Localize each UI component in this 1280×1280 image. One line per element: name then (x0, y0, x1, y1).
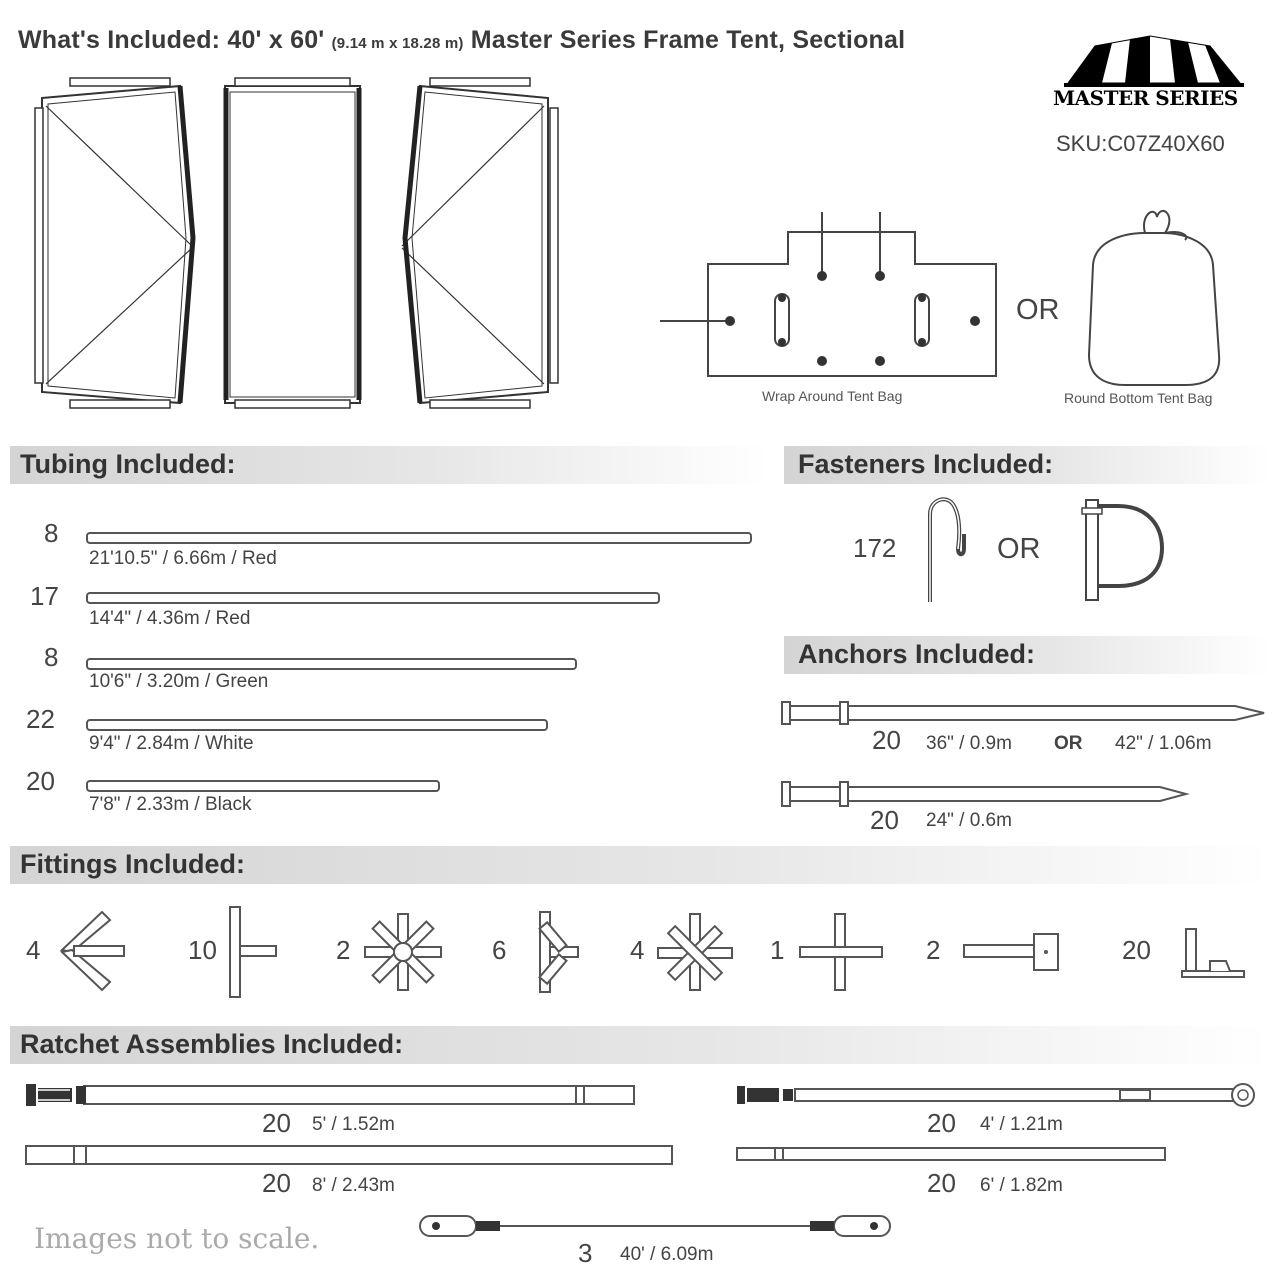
tube-label-2: 14'4" / 4.36m / Red (89, 608, 251, 629)
tent-sections-diagram (30, 78, 570, 423)
tube-label-4: 9'4" / 2.84m / White (89, 733, 254, 754)
fitting-count-1: 4 (26, 935, 41, 965)
tube-label-5: 7'8" / 2.33m / Black (89, 794, 252, 815)
tube-bar-5 (86, 780, 440, 792)
fitting-foot-plate-icon (1180, 925, 1248, 980)
tube-bar-2 (86, 592, 660, 604)
fitting-ridge-icon (656, 912, 734, 992)
anchors-title: Anchors Included: (798, 639, 1036, 669)
wrap-bag-label: Wrap Around Tent Bag (762, 388, 903, 404)
fitting-cross-icon (798, 912, 884, 992)
fitting-count-4: 6 (492, 935, 507, 965)
master-series-logo (1050, 28, 1255, 113)
ratchet-count-1: 20 (262, 1108, 291, 1138)
fitting-count-5: 4 (630, 935, 645, 965)
tube-count-5: 20 (26, 766, 55, 796)
ratchet-size-1: 5' / 1.52m (312, 1114, 395, 1135)
ratchet-strap-4ft (735, 1080, 1257, 1112)
fitting-corner-icon (58, 910, 128, 995)
anchor-or-label: OR (1054, 733, 1083, 754)
ratchet-size-5: 40' / 6.09m (620, 1244, 714, 1265)
fasteners-section-header (784, 446, 1270, 484)
ratchets-title: Ratchet Assemblies Included: (20, 1029, 404, 1059)
ratchets-section-header (10, 1026, 1270, 1064)
ratchet-strap-5ft (24, 1080, 640, 1112)
title-metric: (9.14 m x 18.28 m) (331, 35, 464, 52)
tubing-title: Tubing Included: (20, 449, 236, 479)
fittings-section-header (10, 846, 1270, 884)
ratchet-count-5: 3 (578, 1238, 593, 1268)
fastener-or-label: OR (997, 533, 1041, 565)
ratchet-count-2: 20 (927, 1108, 956, 1138)
fasteners-title: Fasteners Included: (798, 449, 1054, 479)
anchor-size-2: 24" / 0.6m (926, 810, 1012, 831)
tube-count-1: 8 (44, 518, 59, 548)
round-bag-label: Round Bottom Tent Bag (1064, 390, 1213, 406)
tube-count-2: 17 (30, 581, 59, 611)
anchor-stake-short (780, 780, 1190, 808)
strap-6ft (735, 1144, 1169, 1164)
fitting-count-3: 2 (336, 935, 351, 965)
tube-bar-3 (86, 658, 577, 670)
r-clip-pin-icon (920, 494, 970, 604)
tube-bar-1 (86, 532, 752, 544)
tube-label-3: 10'6" / 3.20m / Green (89, 671, 269, 692)
round-bottom-bag-drawing (1085, 205, 1225, 390)
wire-lock-pin-icon (1078, 496, 1168, 604)
fitting-count-6: 1 (770, 935, 785, 965)
tubing-section-header (10, 446, 770, 484)
ratchet-size-2: 4' / 1.21m (980, 1114, 1063, 1135)
logo-text: MASTER SERIES (1053, 86, 1238, 110)
wrap-around-bag-drawing (660, 208, 1000, 383)
cable-assembly-40ft (416, 1210, 896, 1242)
not-to-scale-note: Images not to scale. (34, 1222, 320, 1255)
fitting-count-8: 20 (1122, 935, 1151, 965)
fastener-count: 172 (853, 533, 897, 563)
tube-label-1: 21'10.5" / 6.66m / Red (89, 548, 277, 569)
fitting-tee-icon (226, 905, 281, 1000)
ratchet-size-3: 8' / 2.43m (312, 1175, 395, 1196)
ratchet-count-3: 20 (262, 1168, 291, 1198)
anchor-count-1: 20 (872, 725, 901, 755)
fitting-star-icon (363, 912, 443, 992)
fitting-count-2: 10 (188, 935, 217, 965)
fitting-base-plate-icon (960, 928, 1062, 978)
title-rest: Master Series Frame Tent, Sectional (470, 26, 906, 54)
bag-or-label: OR (1016, 294, 1060, 326)
tube-bar-4 (86, 719, 548, 731)
strap-8ft (24, 1142, 676, 1168)
title-main: What's Included: 40' x 60' (18, 26, 325, 54)
anchor-count-2: 20 (870, 805, 899, 835)
anchors-section-header (784, 636, 1270, 674)
tube-count-4: 22 (26, 704, 55, 734)
fitting-count-7: 2 (926, 935, 941, 965)
tube-count-3: 8 (44, 642, 59, 672)
anchor-size-1a: 36" / 0.9m (926, 733, 1012, 754)
ratchet-count-4: 20 (927, 1168, 956, 1198)
sku-label: SKU:C07Z40X60 (1056, 131, 1225, 156)
anchor-stake-long (780, 700, 1268, 728)
fittings-title: Fittings Included: (20, 849, 245, 879)
anchor-size-1b: 42" / 1.06m (1115, 733, 1212, 754)
page-title (18, 26, 905, 55)
ratchet-size-4: 6' / 1.82m (980, 1175, 1063, 1196)
fitting-side-star-icon (534, 910, 584, 995)
